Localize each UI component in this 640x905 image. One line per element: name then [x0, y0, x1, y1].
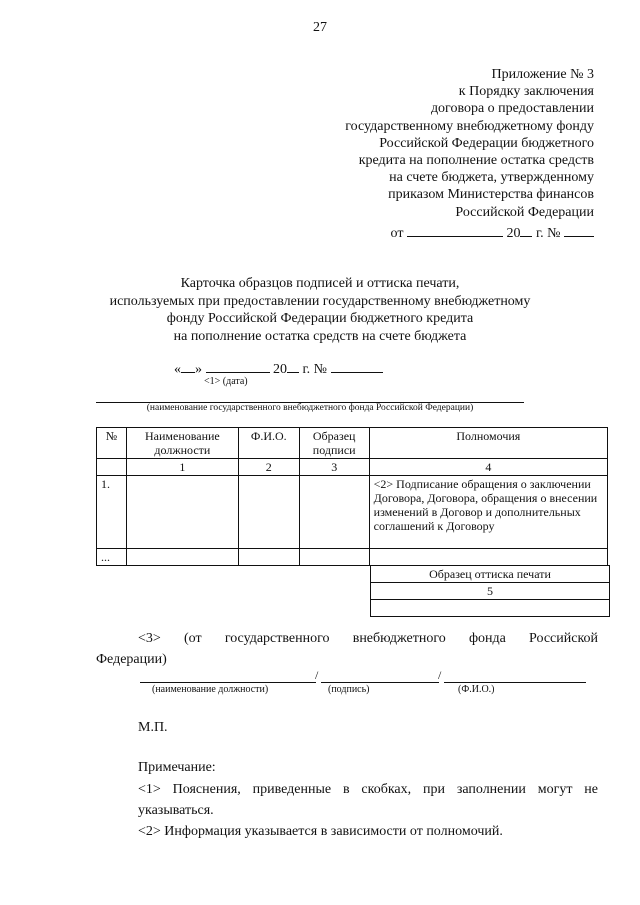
fio-caption: (Ф.И.О.)	[458, 684, 495, 695]
sign-section	[96, 628, 598, 670]
header-position: Наименование должности	[126, 428, 238, 459]
title-line: фонду Российской Федерации бюджетного кредита	[166, 311, 474, 327]
appendix-line: Российской Федерации	[455, 204, 594, 220]
table-row	[97, 476, 608, 549]
no-label: №	[547, 225, 561, 241]
seal-label: Образец оттиска печати	[371, 566, 610, 583]
slash-1: /	[315, 668, 319, 682]
date-footnote: <1> (дата)	[204, 376, 248, 387]
table-header-row	[97, 428, 608, 459]
signatures-table	[96, 427, 608, 566]
table-number-row	[97, 459, 608, 476]
seal-place: М.П.	[138, 720, 168, 735]
sign-word: <3>	[138, 631, 161, 646]
position-caption: (наименование должности)	[152, 684, 269, 695]
row-fio	[238, 549, 299, 566]
seal-table	[370, 565, 610, 617]
sign-line-2: Федерации)	[96, 652, 167, 667]
note-1: <1> Пояснения, приведенные в скобках, при заполнении могут не указываться.	[138, 782, 598, 818]
open-quote: «	[174, 362, 181, 377]
from-label: от	[390, 225, 404, 241]
header-fio: Ф.И.О.	[238, 428, 299, 459]
row-position	[126, 476, 238, 549]
col-number	[97, 459, 127, 476]
slash-2: /	[438, 668, 442, 682]
notes	[96, 757, 598, 842]
row-num: ...	[97, 549, 127, 566]
title-line: Карточка образцов подписей и оттиска печати,	[180, 276, 460, 291]
appendix-line: государственному внебюджетному фонду	[345, 118, 594, 134]
fio-line	[444, 682, 586, 683]
signature-line	[321, 682, 439, 683]
appendix-line: кредита на пополнение остатка средств	[358, 153, 594, 169]
seal-area	[371, 600, 610, 617]
table-row	[97, 549, 608, 566]
col-number: 3	[299, 459, 369, 476]
appendix-date-line	[264, 224, 594, 242]
appendix-line: приказом Министерства финансов	[388, 187, 594, 203]
title-line: используемых при предоставлении государственному внебюджетному	[109, 293, 531, 309]
row-signature	[299, 549, 369, 566]
sign-word: фонда	[468, 631, 506, 646]
sign-word: Российской	[529, 631, 599, 646]
page-number: 27	[313, 20, 327, 35]
appendix-line: договора о предоставлении	[430, 101, 594, 117]
year-label: 20	[506, 225, 521, 241]
g-label: г.	[535, 225, 544, 241]
header-num: №	[97, 428, 127, 459]
row-authority: <2> Подписание обращения о заключении Договора, Договора, обращения о внесении изменений в Договор и дополнительных соглашений к Договору	[369, 476, 607, 549]
row-num: 1.	[97, 476, 127, 549]
header-authority: Полномочия	[369, 428, 607, 459]
document-title	[60, 275, 580, 345]
appendix-line: Российской Федерации бюджетного	[379, 135, 594, 151]
note-2: <2> Информация указывается в зависимости от полномочий.	[138, 824, 503, 839]
appendix-line: к Порядку заключения	[458, 84, 594, 100]
header-signature: Образец подписи	[299, 428, 369, 459]
seal-number: 5	[371, 583, 610, 600]
notes-title: Примечание:	[138, 760, 216, 775]
col-number: 4	[369, 459, 607, 476]
title-line: на пополнение остатка средств на счете бюджета	[173, 328, 467, 344]
row-fio	[238, 476, 299, 549]
appendix-line: Приложение № 3	[491, 67, 594, 82]
signature-caption: (подпись)	[328, 684, 370, 695]
date-year: 20	[273, 362, 287, 377]
row-position	[126, 549, 238, 566]
col-number: 2	[238, 459, 299, 476]
close-quote: »	[195, 362, 202, 377]
row-signature	[299, 476, 369, 549]
sign-word: внебюджетного	[352, 631, 446, 646]
sign-line-1	[96, 628, 598, 649]
sign-word: (от	[184, 631, 202, 646]
row-authority	[369, 549, 607, 566]
appendix-header	[264, 66, 594, 242]
col-number: 1	[126, 459, 238, 476]
sign-word: государственного	[224, 631, 330, 646]
appendix-line: на счете бюджета, утвержденному	[389, 170, 594, 186]
fund-caption: (наименование государственного внебюджетного фонда Российской Федерации)	[146, 403, 474, 413]
position-line	[140, 682, 316, 683]
date-g-no: г. №	[302, 362, 328, 377]
